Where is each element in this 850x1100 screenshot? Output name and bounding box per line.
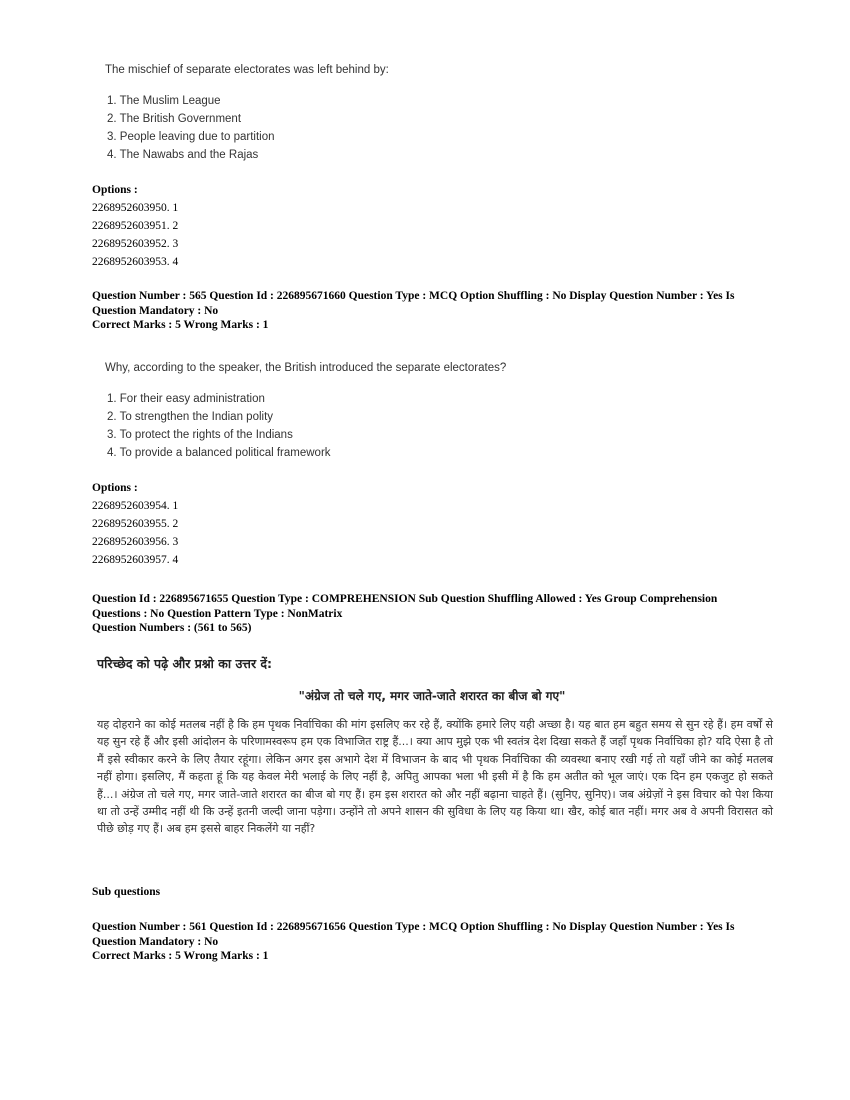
marks-line: Correct Marks : 5 Wrong Marks : 1 (92, 319, 269, 331)
question-meta-line: Question Number : 565 Question Id : 226895671660 Question Type : MCQ Option Shuffling : No Display Question Number : Yes Is (92, 290, 735, 302)
answer-choice: 3. People leaving due to partition (107, 131, 275, 143)
passage-title: "अंग्रेज तो चले गए, मगर जाते-जाते शरारत का बीज बो गए" (298, 689, 566, 703)
question-meta-line: Questions : No Question Pattern Type : NonMatrix (92, 607, 343, 620)
option-id: 2268952603954. 1 (92, 500, 179, 512)
answer-choice: 2. To strengthen the Indian polity (107, 411, 274, 423)
answer-choices (107, 390, 331, 462)
answer-choice: 3. To protect the rights of the Indians (107, 429, 293, 441)
option-id: 2268952603953. 4 (92, 256, 179, 268)
question-stem: The mischief of separate electorates was left behind by: (105, 64, 389, 76)
option-id: 2268952603956. 3 (92, 536, 179, 548)
question-meta (92, 289, 792, 333)
answer-choice: 4. The Nawabs and the Rajas (107, 149, 259, 161)
options-label: Options : (92, 482, 138, 494)
option-id: 2268952603955. 2 (92, 518, 179, 530)
answer-choice: 4. To provide a balanced political framework (107, 447, 331, 459)
sub-questions-heading: Sub questions (92, 886, 161, 898)
option-id: 2268952603952. 3 (92, 238, 179, 250)
answer-choice: 2. The British Government (107, 113, 242, 125)
question-meta (92, 920, 792, 964)
question-numbers: Question Numbers : (561 to 565) (92, 622, 252, 634)
option-id: 2268952603951. 2 (92, 220, 179, 232)
answer-choices (107, 92, 275, 164)
options-list (92, 497, 178, 569)
passage-instruction: परिच्छेद को पढ़े और प्रश्नो का उत्तर दें: (97, 656, 273, 671)
option-id: 2268952603957. 4 (92, 554, 179, 566)
options-label: Options : (92, 184, 138, 196)
marks-line: Correct Marks : 5 Wrong Marks : 1 (92, 950, 269, 962)
passage-text: यह दोहराने का कोई मतलब नहीं है कि हम पृथक निर्वाचिका की मांग इसलिए कर रहे हैं, क्योंकि हमारे लिए यही अच्छा है। यह बात हम बहुत समय से सुन रहे हैं। हम वर्षों से यह सुन रहे हैं और इसी आंदोलन के परिणामस्वरूप हम एक विभाजित राष्ट्र हैं...। क्या आप मुझे एक भी स्वतंत्र देश दिखा सकते हैं जहाँ पृथक निर्वाचिका हो? यदि ऐसा है तो मैं इसे स्वीकार करने के लिए तैयार रहूंगा। लेकिन अगर इस अभागे देश में विभाजन के बाद भी पृथक निर्वाचिका की व्यवस्था बनाए रखी गई तो यहाँ जीने का कोई मतलब नहीं होगा। इसलिए, मैं कहता हूं कि यह केवल मेरी भलाई के लिए नहीं है, अपितु आपका भला भी इसी में है कि हम अतीत को भूल जाएं। एक दिन हम एकजुट हो सकते हैं...। अंग्रेज तो चले गए, मगर जाते-जाते शरारत का बीज बो गए हैं। हम इस शरारत को और नहीं बढ़ाना चाहते हैं। (सुनिए, सुनिए)। जब अंग्रेज़ों ने इस विचार को पेश किया था तो उन्हें उम्मीद नहीं थी कि उन्हें इतनी जल्दी जाना पड़ेगा। उन्होंने तो अपने शासन की सुविधा के लिए यह किया था। खैर, कोई बात नहीं। मगर अब वे अपनी विरासत को पीछे छोड़ गए हैं। अब हम इससे बाहर निकलेंगे या नहीं? (97, 718, 773, 836)
answer-choice: 1. For their easy administration (107, 393, 265, 405)
question-stem: Why, according to the speaker, the British introduced the separate electorates? (105, 362, 507, 374)
answer-choice: 1. The Muslim League (107, 95, 221, 107)
question-meta-line: Question Mandatory : No (92, 304, 219, 317)
option-id: 2268952603950. 1 (92, 202, 179, 214)
question-meta-line: Question Mandatory : No (92, 935, 219, 948)
comprehension-meta (92, 592, 792, 636)
options-list (92, 199, 178, 271)
question-meta-line: Question Id : 226895671655 Question Type : COMPREHENSION Sub Question Shuffling Allowed : Yes Group Comprehension (92, 593, 718, 605)
question-meta-line: Question Number : 561 Question Id : 226895671656 Question Type : MCQ Option Shuffling : No Display Question Number : Yes Is (92, 921, 735, 933)
